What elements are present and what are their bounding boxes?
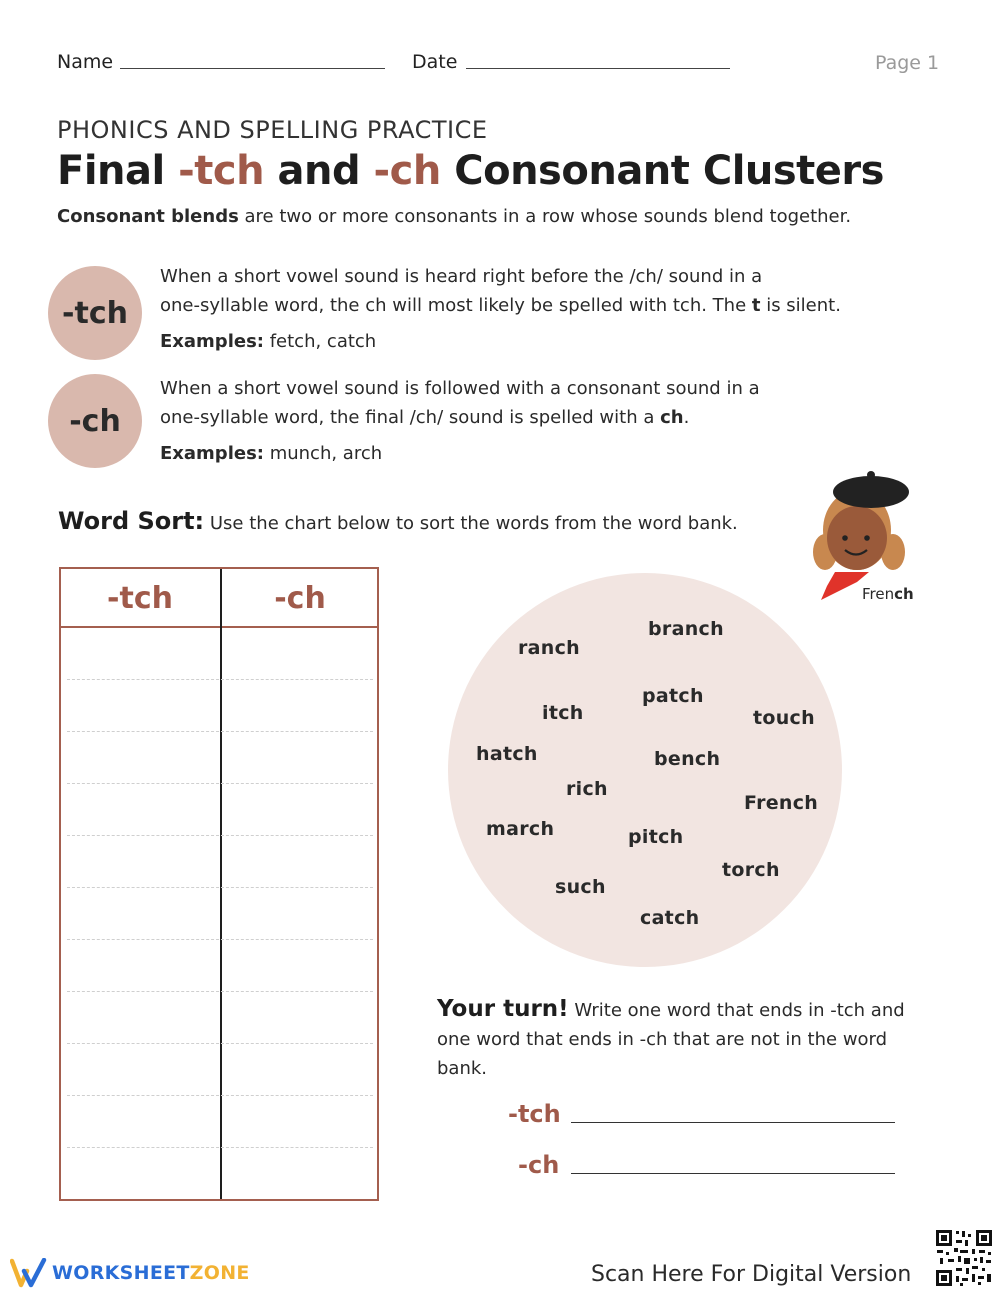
rule-line: When a short vowel sound is heard right before the /ch/ sound in a xyxy=(160,266,763,287)
definition-text: are two or more consonants in a row whose sounds blend together. xyxy=(238,206,852,227)
column-divider xyxy=(220,569,222,1199)
logo-word: WORKSHEET xyxy=(52,1262,190,1284)
title-part: Consonant Clusters xyxy=(440,148,884,194)
date-field[interactable] xyxy=(466,68,730,69)
title-accent-tch: -tch xyxy=(178,148,265,194)
title-accent-ch: -ch xyxy=(373,148,441,194)
writing-line[interactable] xyxy=(67,1043,373,1044)
word-bank-item: march xyxy=(486,818,555,840)
logo-word: ZONE xyxy=(189,1262,250,1284)
word-bank-item: ranch xyxy=(518,637,581,659)
rule-text: one-syllable word, the ch will most likely be spelled with tch. The xyxy=(160,295,752,316)
answer-line-tch[interactable] xyxy=(571,1122,895,1123)
name-label: Name xyxy=(57,51,114,73)
word-sort-chart xyxy=(59,567,379,1201)
rule-ch xyxy=(160,374,940,468)
rule-line xyxy=(160,403,940,432)
header-rule xyxy=(61,626,377,628)
word-sort-label: Word Sort: xyxy=(58,507,205,535)
illustration-caption xyxy=(862,585,914,603)
your-turn-label: Your turn! xyxy=(437,996,569,1022)
rule-line: When a short vowel sound is followed with a consonant sound in a xyxy=(160,378,760,399)
rule-bold: t xyxy=(751,295,761,316)
word-bank-item: itch xyxy=(542,702,584,724)
caption-bold: ch xyxy=(894,585,914,603)
worksheet-kicker: PHONICS AND SPELLING PRACTICE xyxy=(57,116,488,144)
word-bank-item: such xyxy=(555,876,606,898)
writing-line[interactable] xyxy=(67,939,373,940)
examples-label: Examples: xyxy=(160,443,264,464)
ch-badge: -ch xyxy=(48,374,142,468)
word-bank-item: rich xyxy=(566,778,608,800)
writing-line[interactable] xyxy=(67,1095,373,1096)
writing-line[interactable] xyxy=(67,991,373,992)
examples-text: munch, arch xyxy=(263,443,383,464)
writing-line[interactable] xyxy=(67,679,373,680)
word-bank-item: bench xyxy=(654,748,721,770)
examples-label: Examples: xyxy=(160,331,264,352)
word-bank-item: patch xyxy=(642,685,704,707)
rule-text: one-syllable word, the final /ch/ sound is spelled with a xyxy=(160,407,661,428)
rule-bold: ch xyxy=(660,407,684,428)
rule-tch xyxy=(160,262,940,356)
date-label: Date xyxy=(412,51,458,73)
worksheet-zone-logo xyxy=(52,1262,250,1284)
column-header-tch: -tch xyxy=(107,581,173,616)
answer-label-ch: -ch xyxy=(518,1151,560,1179)
answer-line-ch[interactable] xyxy=(571,1173,895,1174)
page-number: Page 1 xyxy=(875,52,940,74)
title-part: Final xyxy=(57,148,179,194)
rule-line xyxy=(160,291,940,320)
name-field[interactable] xyxy=(120,68,385,69)
definition-term: Consonant blends xyxy=(57,206,239,227)
writing-line[interactable] xyxy=(67,887,373,888)
word-bank-item: French xyxy=(744,792,819,814)
rule-examples xyxy=(160,327,940,356)
answer-label-tch: -tch xyxy=(508,1100,561,1128)
writing-line[interactable] xyxy=(67,1147,373,1148)
rule-text: . xyxy=(683,407,690,428)
your-turn-prompt xyxy=(437,995,907,1083)
word-bank-item: branch xyxy=(648,618,724,640)
writing-line[interactable] xyxy=(67,731,373,732)
word-bank-item: touch xyxy=(753,707,815,729)
caption-text: Fren xyxy=(862,585,895,603)
worksheet-zone-logo-icon xyxy=(10,1258,50,1288)
column-header-ch: -ch xyxy=(274,581,326,616)
word-sort-instruction: Use the chart below to sort the words from the word bank. xyxy=(204,513,738,534)
word-bank-item: catch xyxy=(640,907,700,929)
examples-text: fetch, catch xyxy=(263,331,377,352)
word-bank-item: hatch xyxy=(476,743,538,765)
rule-text: is silent. xyxy=(760,295,841,316)
scan-instruction: Scan Here For Digital Version xyxy=(591,1262,912,1287)
writing-line[interactable] xyxy=(67,783,373,784)
word-bank-item: torch xyxy=(722,859,780,881)
tch-badge: -tch xyxy=(48,266,142,360)
word-sort-heading xyxy=(58,507,738,535)
page-title xyxy=(57,148,884,194)
definition xyxy=(57,206,851,227)
french-girl-illustration xyxy=(805,460,917,600)
title-part: and xyxy=(264,148,374,194)
qr-code-icon[interactable] xyxy=(934,1228,994,1288)
writing-line[interactable] xyxy=(67,835,373,836)
your-turn-text: Write one word that ends in -tch and one word that ends in -ch that are not in the word bank. xyxy=(437,1000,905,1079)
word-bank-item: pitch xyxy=(628,826,684,848)
